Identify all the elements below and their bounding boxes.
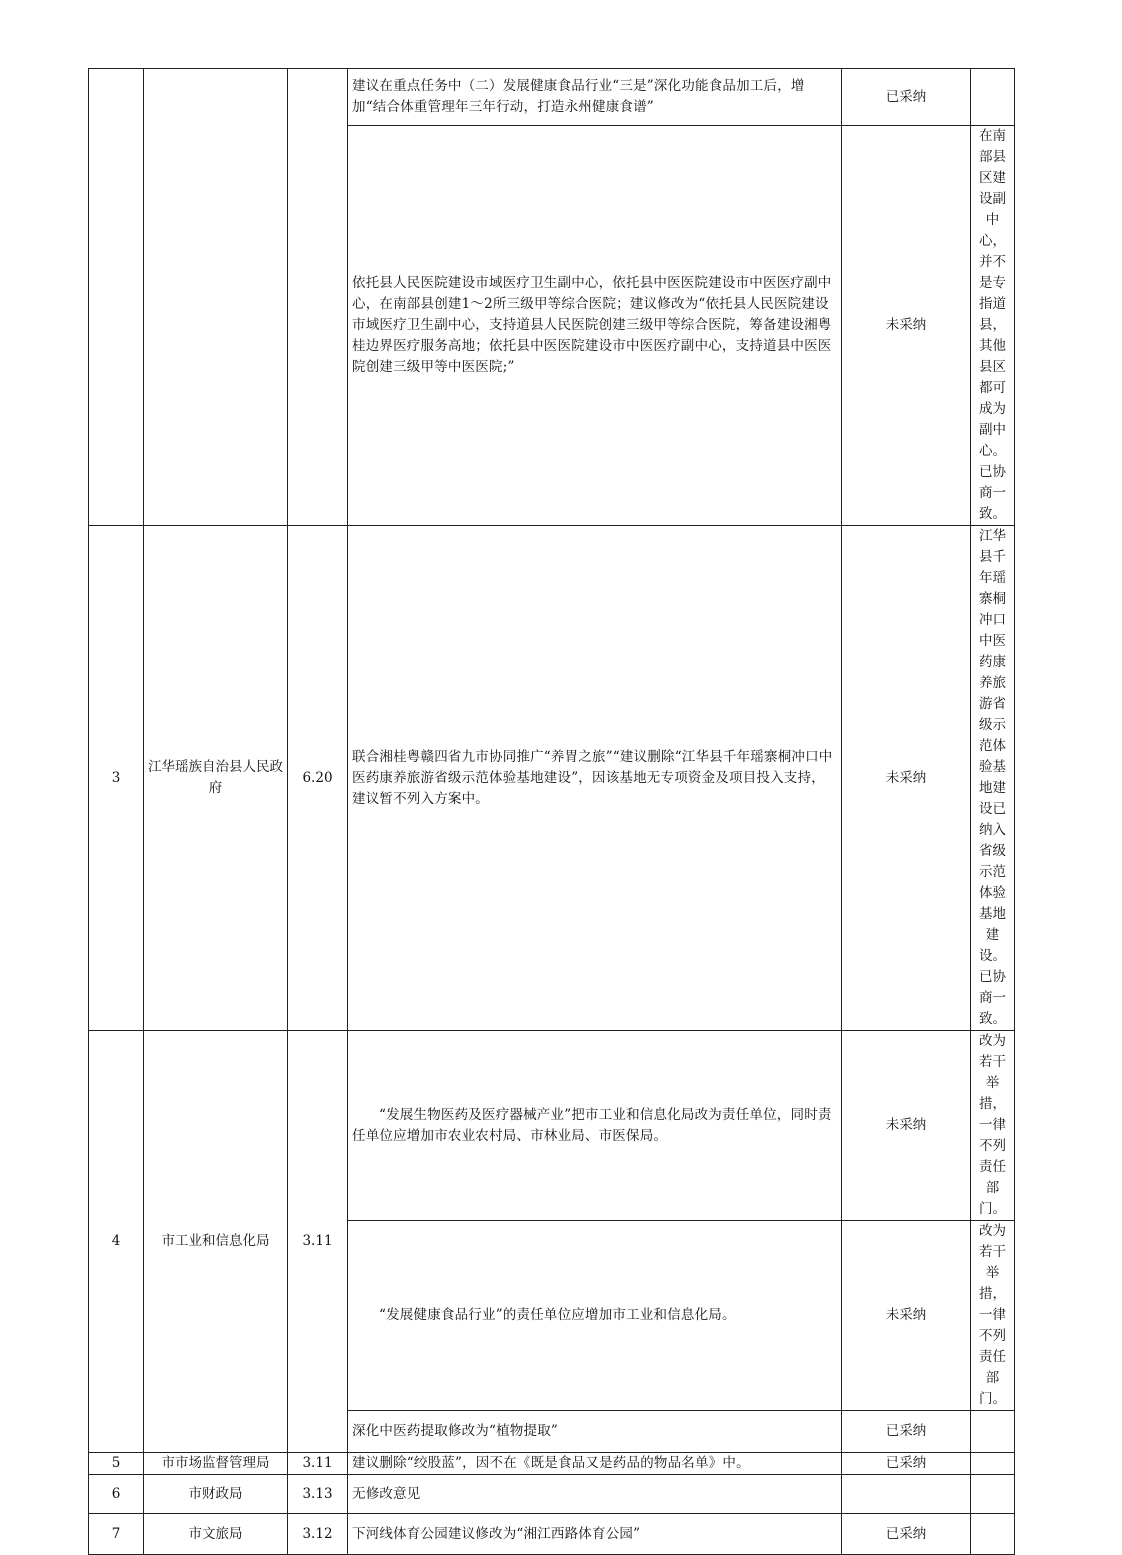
unit-name: 市文旅局 (144, 1514, 288, 1555)
feedback-date: 3.11 (288, 1453, 348, 1475)
feedback-date (288, 69, 348, 526)
row-number (89, 69, 144, 526)
remark: 改为若干举措，一律不列责任部门。 (971, 1221, 1015, 1411)
adoption-status: 已采纳 (842, 1411, 971, 1453)
row-number: 3 (89, 526, 144, 1031)
remark: 在南部县区建设副中心，并不是专指道县，其他县区都可成为副中心。已协商一致。 (971, 126, 1015, 526)
feedback-date: 6.20 (288, 526, 348, 1031)
feedback-date: 3.11 (288, 1031, 348, 1453)
feedback-date: 3.12 (288, 1514, 348, 1555)
opinion-text: 建议删除“绞股蓝”，因不在《既是食品又是药品的物品名单》中。 (348, 1453, 842, 1475)
remark (971, 1514, 1015, 1555)
remark (971, 1411, 1015, 1453)
opinion-text: “发展健康食品行业”的责任单位应增加市工业和信息化局。 (348, 1221, 842, 1411)
adoption-status: 未采纳 (842, 1031, 971, 1221)
adoption-status: 已采纳 (842, 69, 971, 126)
unit-name: 江华瑶族自治县人民政府 (144, 526, 288, 1031)
remark: 江华县千年瑶寨桐冲口中医药康养旅游省级示范体验基地建设已纳入省级示范体验基地建设。已协商一致。 (971, 526, 1015, 1031)
row-number: 5 (89, 1453, 144, 1475)
adoption-status: 未采纳 (842, 526, 971, 1031)
opinion-table (88, 68, 1015, 1555)
table-row (89, 69, 1015, 126)
adoption-status: 未采纳 (842, 1221, 971, 1411)
row-number: 7 (89, 1514, 144, 1555)
remark (971, 1475, 1015, 1514)
opinion-text: 无修改意见 (348, 1475, 842, 1514)
adoption-status: 已采纳 (842, 1514, 971, 1555)
table-row (89, 1514, 1015, 1555)
unit-name: 市财政局 (144, 1475, 288, 1514)
unit-name: 市市场监督管理局 (144, 1453, 288, 1475)
row-number: 4 (89, 1031, 144, 1453)
opinion-text: 依托县人民医院建设市域医疗卫生副中心，依托县中医医院建设市中医医疗副中心，在南部县创建1～2所三级甲等综合医院；建议修改为“依托县人民医院建设市域医疗卫生副中心，支持道县人民医院创建三级甲等综合医院，筹备建设湘粤桂边界医疗服务高地；依托县中医医院建设市中医医疗副中心，支持道县中医医院创建三级甲等中医医院;” (348, 126, 842, 526)
opinion-text: “发展生物医药及医疗器械产业”把市工业和信息化局改为责任单位，同时责任单位应增加市农业农村局、市林业局、市医保局。 (348, 1031, 842, 1221)
opinion-text: 深化中医药提取修改为“植物提取” (348, 1411, 842, 1453)
adoption-status: 未采纳 (842, 126, 971, 526)
adoption-status (842, 1475, 971, 1514)
remark (971, 1453, 1015, 1475)
table-row (89, 1475, 1015, 1514)
table-row (89, 526, 1015, 1031)
row-number: 6 (89, 1475, 144, 1514)
table-row (89, 1031, 1015, 1221)
feedback-date: 3.13 (288, 1475, 348, 1514)
remark (971, 69, 1015, 126)
opinion-text: 建议在重点任务中（二）发展健康食品行业“三是”深化功能食品加工后，增加“结合体重管理年三年行动，打造永州健康食谱” (348, 69, 842, 126)
table-row (89, 1453, 1015, 1475)
unit-name: 市工业和信息化局 (144, 1031, 288, 1453)
remark: 改为若干举措，一律不列责任部门。 (971, 1031, 1015, 1221)
opinion-text: 联合湘桂粤赣四省九市协同推广“养胃之旅”“建议删除“江华县千年瑶寨桐冲口中医药康养旅游省级示范体验基地建设”，因该基地无专项资金及项目投入支持，建议暂不列入方案中。 (348, 526, 842, 1031)
unit-name (144, 69, 288, 526)
adoption-status: 已采纳 (842, 1453, 971, 1475)
opinion-text: 下河线体育公园建议修改为“湘江西路体育公园” (348, 1514, 842, 1555)
